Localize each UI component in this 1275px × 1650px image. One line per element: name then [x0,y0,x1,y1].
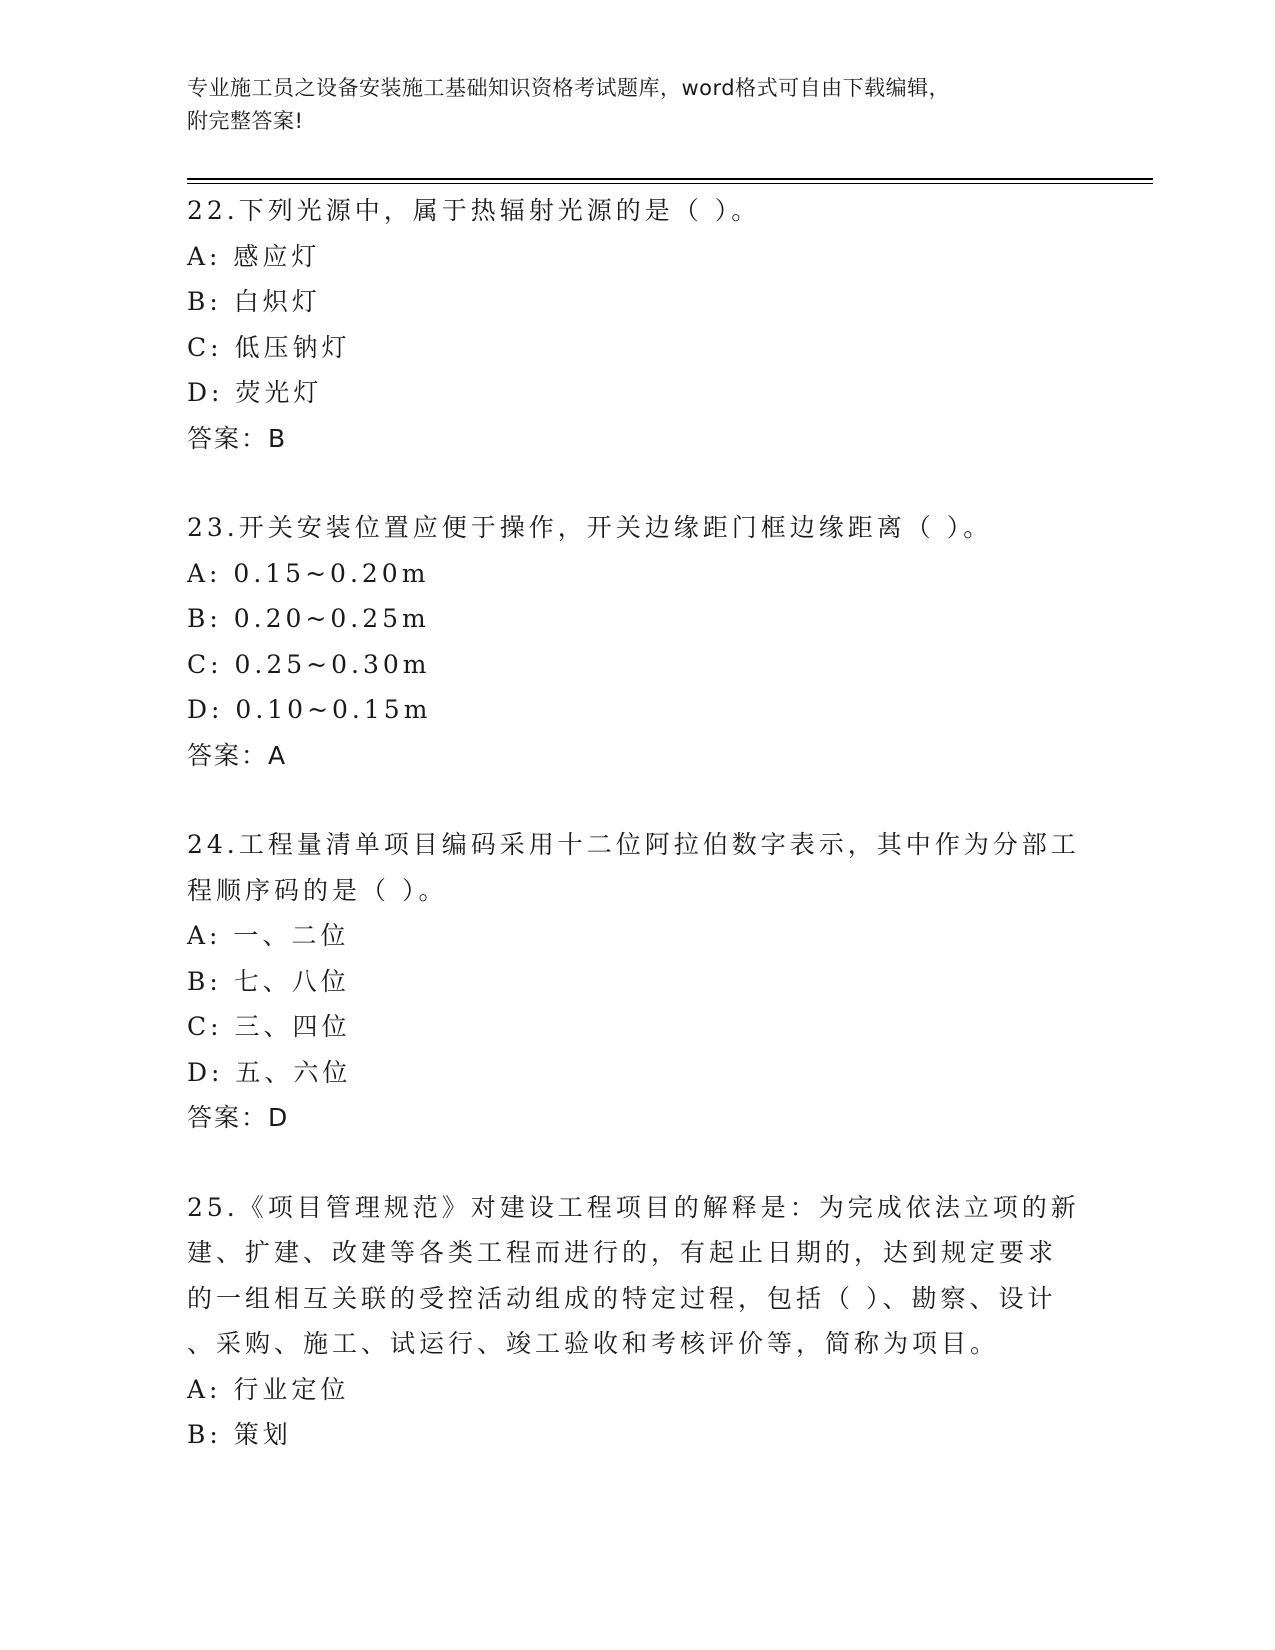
answer: 答案：A [187,740,288,770]
option-d: D: 0.10~0.15m [187,695,432,724]
question-stem-continued: 、采购、施工、试运行、竣工验收和考核评价等，简称为项目。 [187,1329,1000,1358]
option-b: B: 白炽灯 [187,287,321,316]
header-line-2: 附完整答案! [187,109,304,133]
option-b: B: 七、八位 [187,966,350,996]
header-rule-thick [187,178,1153,180]
option-c: C: 低压钠灯 [187,332,351,362]
option-b: B: 0.20~0.25m [187,604,430,633]
question-stem-continued: 程顺序码的是（ ）。 [187,875,448,905]
question-stem: 23.开关安装位置应便于操作，开关边缘距门框边缘距离（ ）。 [187,513,993,542]
question-23 [187,505,1087,778]
option-b: B: 策划 [187,1420,292,1449]
header-line-1: 专业施工员之设备安装施工基础知识资格考试题库，word格式可自由下载编辑， [187,76,951,100]
answer: 答案：D [187,1103,290,1132]
question-list [187,188,1087,1502]
header-rule-thin [187,183,1153,184]
option-a: A: 0.15~0.20m [187,558,430,588]
question-stem-continued: 建、扩建、改建等各类工程而进行的，有起止日期的，达到规定要求 [187,1238,1058,1267]
option-c: C: 三、四位 [187,1012,351,1041]
question-stem-continued: 的一组相互关联的受控活动组成的特定过程，包括（ ）、勘察、设计 [187,1283,1057,1313]
option-a: A: 感应灯 [187,241,321,271]
option-c: C: 0.25~0.30m [187,649,431,679]
document-header [187,72,1087,138]
question-stem: 22.下列光源中，属于热辐射光源的是（ ）。 [187,196,761,225]
answer: 答案：B [187,423,288,453]
question-stem: 24.工程量清单项目编码采用十二位阿拉伯数字表示，其中作为分部工 [187,830,1080,859]
option-d: D: 五、六位 [187,1057,352,1087]
option-a: A: 一、二位 [187,921,350,950]
question-24 [187,822,1087,1141]
option-d: D: 荧光灯 [187,378,323,407]
question-stem: 25.《项目管理规范》对建设工程项目的解释是：为完成依法立项的新 [187,1192,1080,1222]
question-22 [187,188,1087,461]
option-a: A: 行业定位 [187,1374,350,1404]
question-25 [187,1185,1087,1458]
